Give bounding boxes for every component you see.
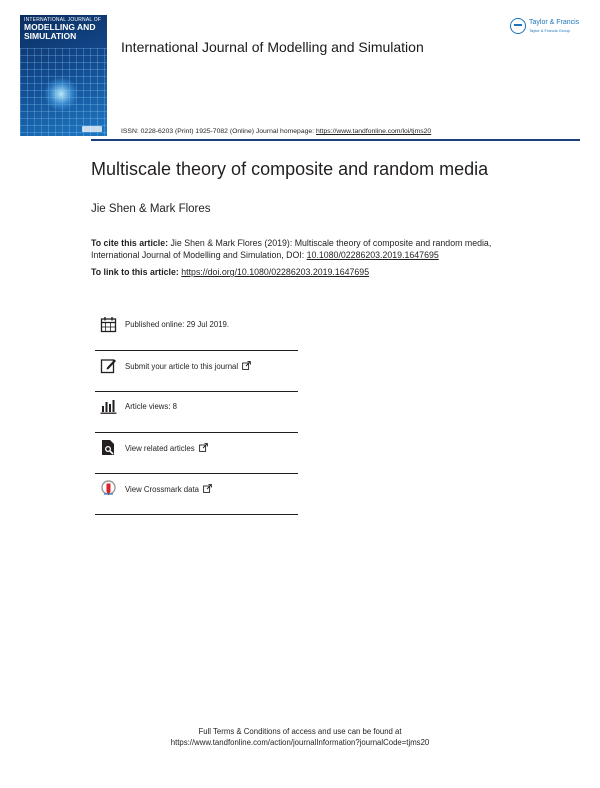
authors: Jie Shen & Mark Flores — [91, 203, 211, 215]
citation-label: To cite this article: — [91, 238, 169, 248]
meta-item-crossmark[interactable] — [95, 474, 298, 515]
related-articles-link[interactable] — [125, 443, 208, 453]
submit-article-label: Submit your article to this journal — [125, 362, 239, 371]
journal-cover — [20, 15, 107, 136]
footer-line-1: Full Terms & Conditions of access and use can be found at — [198, 727, 402, 736]
journal-homepage-link[interactable]: https://www.tandfonline.com/loi/tjms20 — [315, 128, 432, 135]
edit-icon — [100, 357, 117, 374]
link-to-article — [91, 267, 369, 277]
cover-publisher-mark — [82, 126, 102, 132]
article-doi-link[interactable]: https://doi.org/10.1080/02286203.2019.1647695 — [181, 267, 370, 277]
issn-text: ISSN: 0228-6203 (Print) 1925-7082 (Online) Journal homepage: — [121, 128, 316, 135]
cover-caption — [24, 18, 104, 40]
article-title: Multiscale theory of composite and random media — [91, 159, 489, 179]
article-views: Article views: 8 — [125, 402, 177, 411]
external-link-icon — [242, 361, 251, 370]
cover-line-3: SIMULATION — [24, 30, 77, 41]
link-label: To link to this article: — [91, 267, 182, 277]
publisher-logo[interactable] — [510, 17, 585, 39]
publisher-logo-icon — [510, 18, 526, 34]
footer-terms-link[interactable]: https://www.tandfonline.com/action/journalInformation?journalCode=tjms20 — [170, 738, 430, 747]
citation — [91, 237, 511, 261]
header-rule — [91, 139, 580, 141]
issn-line — [121, 128, 431, 135]
meta-item-related[interactable] — [95, 433, 298, 474]
cover-line-1: INTERNATIONAL JOURNAL OF — [24, 17, 102, 23]
footer — [0, 726, 600, 748]
calendar-icon — [100, 316, 117, 333]
crossmark-icon — [100, 480, 117, 497]
cover-line-2: MODELLING AND — [24, 22, 96, 33]
bar-chart-icon — [100, 398, 117, 415]
meta-item-published — [95, 310, 298, 351]
document-search-icon — [100, 439, 117, 456]
citation-text: Jie Shen & Mark Flores (2019): Multiscale theory of composite and random media, International Journal of Modelling and Simulation, DOI: — [91, 238, 492, 260]
meta-item-views — [95, 392, 298, 433]
citation-doi-link[interactable]: 10.1080/02286203.2019.1647695 — [306, 250, 439, 260]
crossmark-label: View Crossmark data — [125, 485, 199, 494]
external-link-icon — [203, 484, 212, 493]
cover-glow — [44, 77, 78, 111]
crossmark-link[interactable] — [125, 484, 212, 494]
meta-item-submit[interactable] — [95, 351, 298, 392]
article-meta-list — [95, 310, 298, 515]
published-date: Published online: 29 Jul 2019. — [125, 320, 230, 329]
publisher-tagline: Taylor & Francis Group — [529, 28, 570, 33]
submit-article-link[interactable] — [125, 361, 251, 371]
related-articles-label: View related articles — [125, 444, 195, 453]
publisher-brand: Taylor & Francis — [529, 19, 580, 26]
external-link-icon — [199, 443, 208, 452]
journal-title: International Journal of Modelling and Simulation — [121, 39, 424, 55]
